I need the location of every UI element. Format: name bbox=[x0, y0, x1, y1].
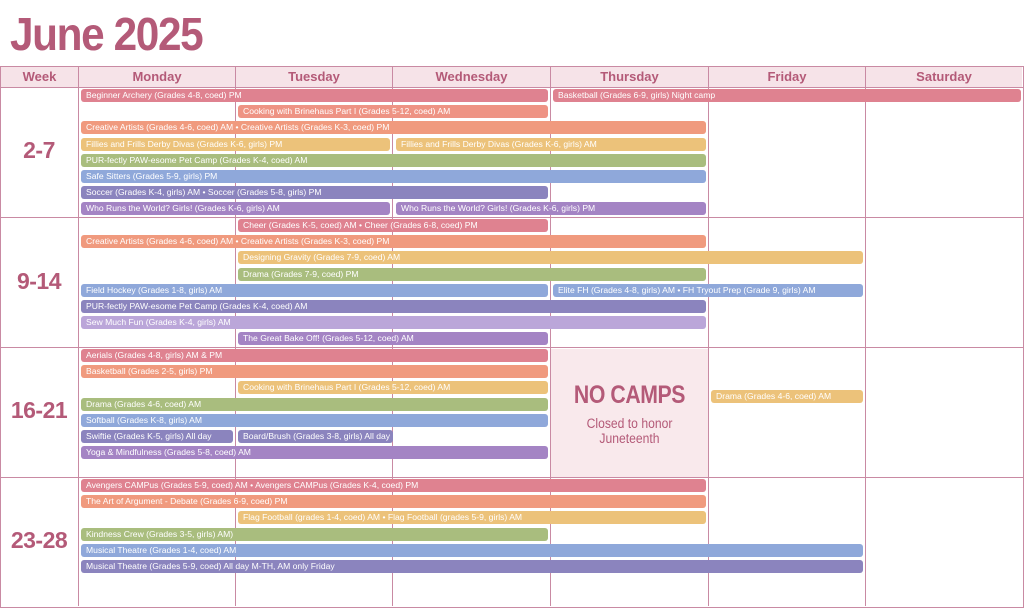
column-divider bbox=[708, 67, 709, 606]
camp-event-bar[interactable]: Flag Football (grades 1-4, coed) AM • Flag Football (grades 5-9, girls) AM bbox=[238, 511, 706, 524]
camp-event-bar[interactable]: Swiftie (Grades K-5, girls) All day bbox=[81, 430, 233, 443]
camp-event-bar[interactable]: Elite FH (Grades 4-8, girls) AM • FH Tryout Prep (Grade 9, girls) AM bbox=[553, 284, 863, 297]
header-thursday: Thursday bbox=[551, 67, 708, 87]
camp-event-bar[interactable]: Safe Sitters (Grades 5-9, girls) PM bbox=[81, 170, 706, 183]
column-divider bbox=[78, 67, 79, 606]
camp-event-bar[interactable]: Basketball (Grades 6-9, girls) Night camp bbox=[553, 89, 1021, 102]
header-friday: Friday bbox=[709, 67, 865, 87]
camp-event-bar[interactable]: Musical Theatre (Grades 1-4, coed) AM bbox=[81, 544, 863, 557]
camp-event-bar[interactable]: Fillies and Frills Derby Divas (Grades K-6, girls) AM bbox=[396, 138, 706, 151]
header-saturday: Saturday bbox=[866, 67, 1022, 87]
camp-event-bar[interactable]: PUR-fectly PAW-esome Pet Camp (Grades K-4, coed) AM bbox=[81, 154, 706, 167]
camp-event-bar[interactable]: Creative Artists (Grades 4-6, coed) AM • Creative Artists (Grades K-3, coed) PM bbox=[81, 121, 706, 134]
camp-event-bar[interactable]: Sew Much Fun (Grades K-4, girls) AM bbox=[81, 316, 706, 329]
camp-event-bar[interactable]: Field Hockey (Grades 1-8, girls) AM bbox=[81, 284, 548, 297]
header-wednesday: Wednesday bbox=[393, 67, 550, 87]
camp-event-bar[interactable]: Fillies and Frills Derby Divas (Grades K-6, girls) PM bbox=[81, 138, 390, 151]
camp-event-bar[interactable]: Kindness Crew (Grades 3-5, girls) AM) bbox=[81, 528, 548, 541]
camp-event-bar[interactable]: Cooking with Brinehaus Part I (Grades 5-12, coed) AM bbox=[238, 105, 548, 118]
header-week: Week bbox=[1, 67, 78, 87]
page-title: June 2025 bbox=[10, 8, 203, 60]
row-divider bbox=[0, 87, 1024, 88]
camp-event-bar[interactable]: Who Runs the World? Girls! (Grades K-6, girls) AM bbox=[81, 202, 390, 215]
camp-event-bar[interactable]: Avengers CAMPus (Grades 5-9, coed) AM • Avengers CAMPus (Grades K-4, coed) PM bbox=[81, 479, 706, 492]
row-divider bbox=[0, 477, 1024, 478]
column-divider bbox=[865, 67, 866, 606]
header-tuesday: Tuesday bbox=[236, 67, 392, 87]
camp-event-bar[interactable]: Cooking with Brinehaus Part I (Grades 5-12, coed) AM bbox=[238, 381, 548, 394]
camp-event-bar[interactable]: The Art of Argument - Debate (Grades 6-9, coed) PM bbox=[81, 495, 706, 508]
camp-event-bar[interactable]: Drama (Grades 7-9, coed) PM bbox=[238, 268, 706, 281]
row-divider bbox=[0, 347, 1024, 348]
no-camps-block bbox=[551, 349, 708, 477]
camp-event-bar[interactable]: Yoga & Mindfulness (Grades 5-8, coed) AM bbox=[81, 446, 548, 459]
camp-event-bar[interactable]: Designing Gravity (Grades 7-9, coed) AM bbox=[238, 251, 863, 264]
camp-event-bar[interactable]: The Great Bake Off! (Grades 5-12, coed) AM bbox=[238, 332, 548, 345]
no-camps-title: NO CAMPS bbox=[573, 381, 686, 409]
camp-event-bar[interactable]: Softball (Grades K-8, girls) AM bbox=[81, 414, 548, 427]
camp-event-bar[interactable]: Cheer (Grades K-5, coed) AM • Cheer (Grades 6-8, coed) PM bbox=[238, 219, 548, 232]
camp-event-bar[interactable]: Creative Artists (Grades 4-6, coed) AM • Creative Artists (Grades K-3, coed) PM bbox=[81, 235, 706, 248]
camp-event-bar[interactable]: Basketball (Grades 2-5, girls) PM bbox=[81, 365, 548, 378]
camp-event-bar[interactable]: Who Runs the World? Girls! (Grades K-6, girls) PM bbox=[396, 202, 706, 215]
camp-event-bar[interactable]: Soccer (Grades K-4, girls) AM • Soccer (Grades 5-8, girls) PM bbox=[81, 186, 548, 199]
camp-event-bar[interactable]: Beginner Archery (Grades 4-8, coed) PM bbox=[81, 89, 548, 102]
camp-event-bar[interactable]: PUR-fectly PAW-esome Pet Camp (Grades K-4, coed) AM bbox=[81, 300, 706, 313]
camp-event-bar[interactable]: Aerials (Grades 4-8, girls) AM & PM bbox=[81, 349, 548, 362]
week-label: 9-14 bbox=[16, 268, 62, 294]
camp-event-bar[interactable]: Musical Theatre (Grades 5-9, coed) All day M-TH, AM only Friday bbox=[81, 560, 863, 573]
week-label: 23-28 bbox=[10, 527, 68, 553]
no-camps-subtitle: Closed to honor Juneteenth bbox=[586, 416, 673, 446]
camp-event-bar[interactable]: Drama (Grades 4-6, coed) AM bbox=[711, 390, 863, 403]
week-label: 2-7 bbox=[23, 137, 55, 163]
camp-event-bar[interactable]: Board/Brush (Grades 3-8, girls) All day bbox=[238, 430, 393, 443]
row-divider bbox=[0, 217, 1024, 218]
header-monday: Monday bbox=[79, 67, 235, 87]
camp-event-bar[interactable]: Drama (Grades 4-6, coed) AM bbox=[81, 398, 548, 411]
week-label: 16-21 bbox=[10, 397, 68, 423]
